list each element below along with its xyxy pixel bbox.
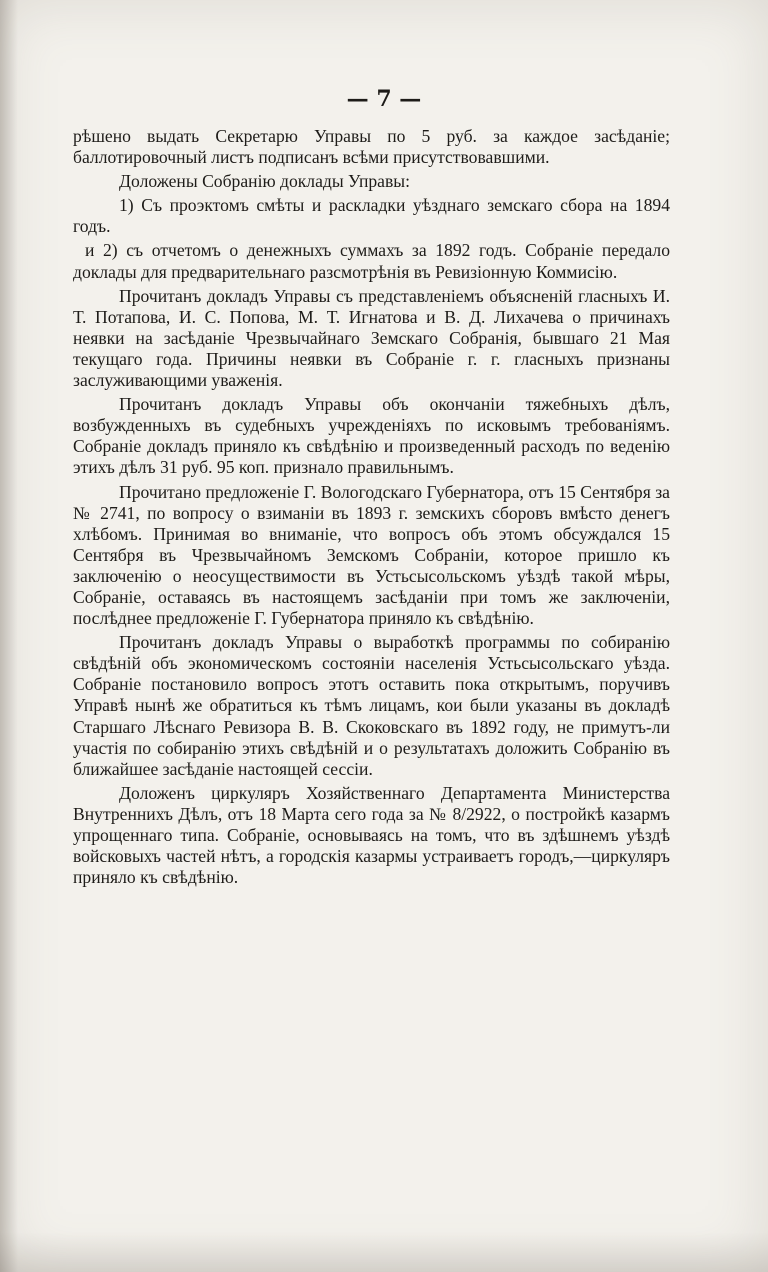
paragraph-lawsuits-report: Прочитанъ докладъ Управы объ окончаніи тяжебныхъ дѣлъ, возбужденныхъ въ судебныхъ учрежденіяхъ по исковымъ требованіямъ. Собраніе докладъ приняло къ свѣдѣнію и произведенный расходъ по веденію этихъ дѣлъ 31 руб. 95 коп. признало правильнымъ.	[73, 394, 670, 478]
paragraph-barracks-circular: Доложенъ циркуляръ Хозяйственнаго Департамента Министерства Внутреннихъ Дѣлъ, отъ 18 Марта сего года за № 8/2922, о постройкѣ казармъ упрощеннаго типа. Собраніе, основываясь на томъ, что въ здѣшнемъ уѣздѣ войсковыхъ частей нѣтъ, а городскія казармы устраиваетъ городъ,—циркуляръ приняло къ свѣдѣнію.	[73, 782, 670, 888]
paragraph-governor-proposal: Прочитано предложеніе Г. Вологодскаго Губернатора, отъ 15 Сентября за № 2741, по вопросу о взиманіи въ 1893 г. земскихъ сборовъ вмѣсто денегъ хлѣбомъ. Принимая во вниманіе, что вопросъ объ этомъ обсуждался 15 Сентября въ Чрезвычайномъ Земскомъ Собраніи, которое пришло къ заключенію о неосуществимости въ Устьсысольскомъ уѣздѣ такой мѣры, Собраніе, оставаясь въ настоящемъ засѣданіи при томъ же заключеніи, послѣднее предложеніе Г. Губернатора приняло къ свѣдѣнію.	[73, 481, 670, 629]
paragraph-absence-report: Прочитанъ докладъ Управы съ представленіемъ объясненій гласныхъ И. Т. Потапова, И. С. Попова, М. Т. Игнатова и В. Д. Лихачева о причинахъ неявки на засѣданіе Чрезвычайнаго Земскаго Собранія, бывшаго 21 Мая текущаго года. Причины неявки въ Собраніе г. г. гласныхъ признаны заслуживающими уваженія.	[73, 285, 670, 391]
paragraph-reports-heading: Доложены Собранію доклады Управы:	[119, 171, 411, 192]
paragraph-economic-program: Прочитанъ докладъ Управы о выработкѣ программы по собиранію свѣдѣній объ экономическомъ состояніи населенія Устьсысольскаго уѣзда. Собраніе постановило вопросъ этотъ оставить пока открытымъ, поручивъ Управѣ нынѣ же обратиться къ тѣмъ лицамъ, кои были указаны въ докладѣ Старшаго Лѣснаго Ревизора В. В. Скоковскаго въ 1892 году, не примутъ-ли участія по собиранію этихъ свѣдѣній и о результатахъ доложить Собранію въ ближайшее засѣданіе настоящей сессіи.	[73, 632, 670, 779]
page-edge-shade	[0, 1232, 768, 1272]
binding-shadow	[0, 0, 18, 1272]
paragraph-report-item-2: и 2) съ отчетомъ о денежныхъ суммахъ за 1892 годъ. Собраніе передало доклады для предварительнаго разсмотрѣнія въ Ревизіонную Коммисію.	[73, 240, 670, 282]
page-number: — 7 —	[346, 86, 422, 112]
paragraph-continuation: рѣшено выдать Секретарю Управы по 5 руб. за каждое засѣданіе; баллотировочный листъ подписанъ всѣми присутствовавшими.	[73, 126, 670, 168]
document-body	[73, 126, 670, 891]
paragraph-report-item-1: 1) Съ проэктомъ смѣты и раскладки уѣзднаго земскаго сбора на 1894 годъ.	[73, 195, 670, 237]
